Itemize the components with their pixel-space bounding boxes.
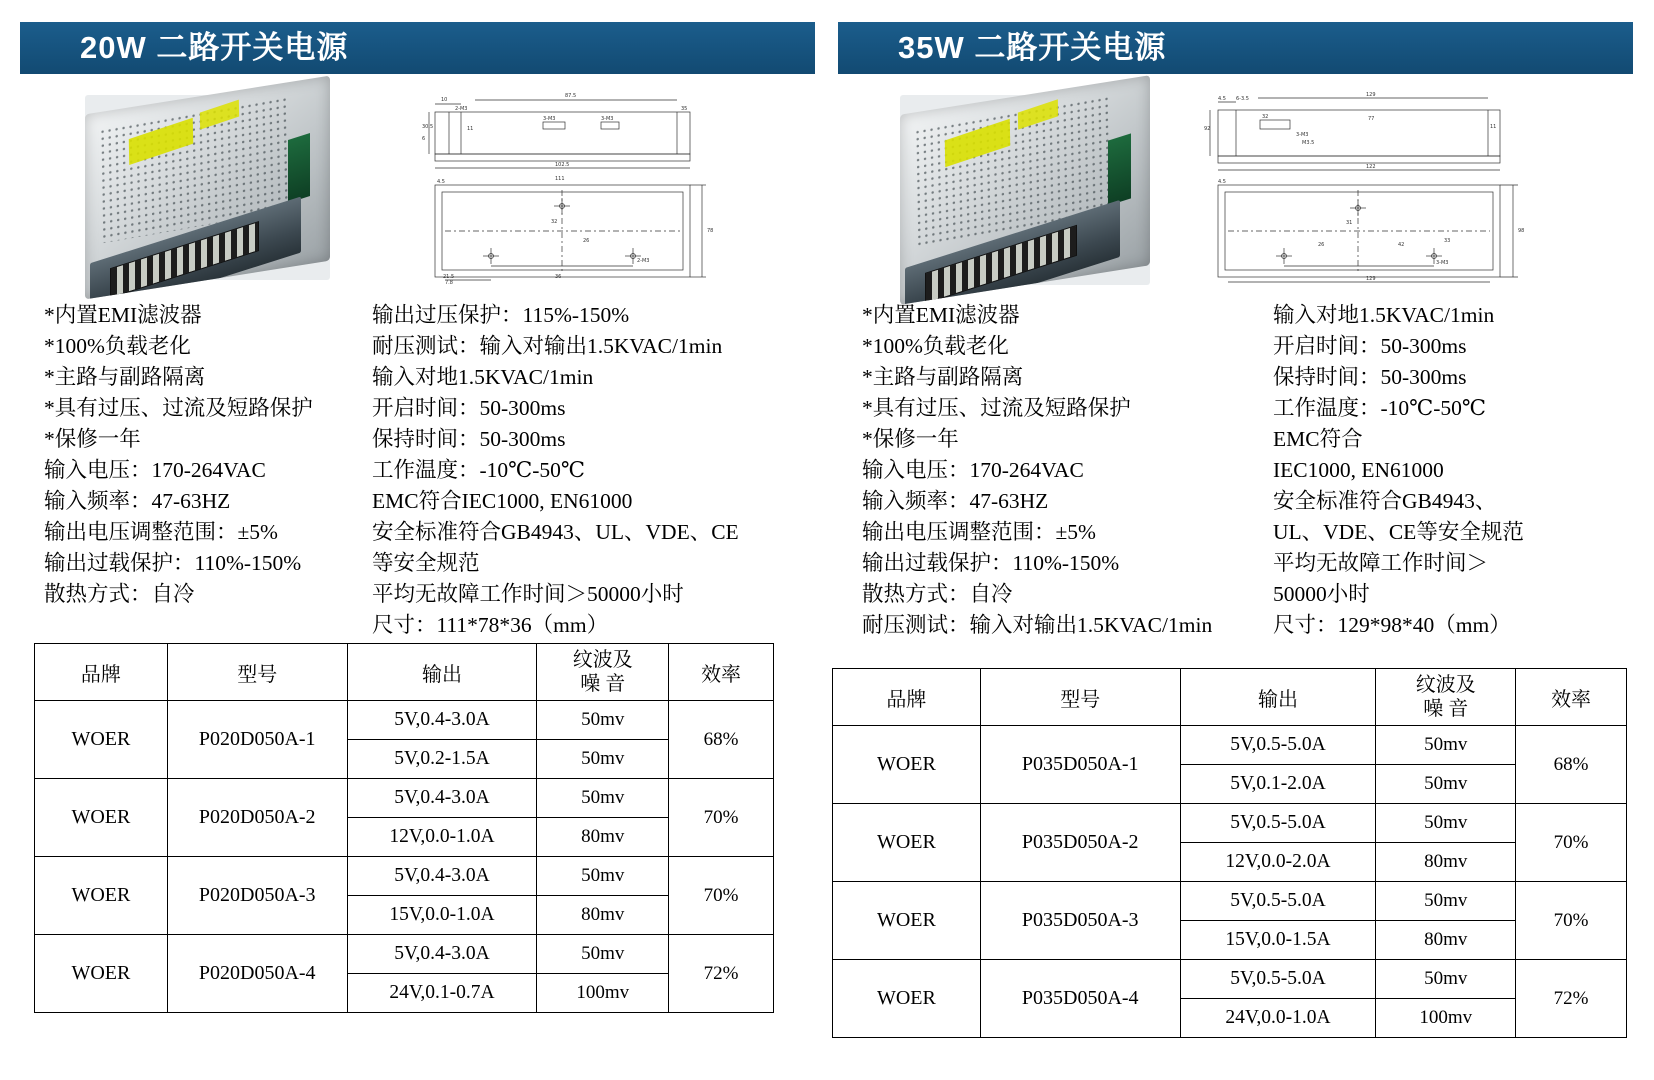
cell-ripple: 50mv <box>537 935 669 974</box>
spec-item: 输入对地1.5KVAC/1min <box>372 365 594 389</box>
table-header-row <box>35 644 774 701</box>
cell-efficiency: 70% <box>1516 882 1627 960</box>
svg-text:87.5: 87.5 <box>565 93 577 99</box>
svg-text:11: 11 <box>467 126 474 132</box>
cell-output: 15V,0.0-1.5A <box>1180 921 1376 960</box>
spec-item: 保持时间：50-300ms <box>1273 365 1467 389</box>
feature-item: 散热方式：自冷 <box>862 582 1013 606</box>
product-panel-20w <box>20 0 820 1080</box>
th-efficiency: 效率 <box>1516 669 1627 726</box>
table-header-row <box>833 669 1627 726</box>
spec-item: 开启时间：50-300ms <box>372 396 566 420</box>
th-brand: 品牌 <box>833 669 981 726</box>
spec-list-35w <box>1273 300 1643 641</box>
cell-output: 5V,0.5-5.0A <box>1180 960 1376 999</box>
cell-ripple: 50mv <box>1376 804 1516 843</box>
svg-text:122: 122 <box>1366 164 1376 170</box>
table-row <box>35 701 774 740</box>
svg-text:129: 129 <box>1366 92 1376 98</box>
th-ripple-line1: 纹波及 <box>572 649 633 671</box>
table-row <box>833 882 1627 921</box>
svg-text:30.5: 30.5 <box>422 124 434 130</box>
svg-text:78: 78 <box>707 228 714 234</box>
svg-text:36: 36 <box>555 274 562 280</box>
svg-text:7.8: 7.8 <box>445 280 453 285</box>
svg-text:2-M3: 2-M3 <box>455 106 468 112</box>
panel-title-bar-35w <box>838 22 1633 74</box>
th-ripple-noise <box>537 644 669 701</box>
cell-output: 15V,0.0-1.0A <box>347 896 537 935</box>
feature-item: *100%负载老化 <box>44 334 191 358</box>
svg-text:2-M3: 2-M3 <box>637 258 650 264</box>
cell-brand: WOER <box>35 779 168 857</box>
svg-text:77: 77 <box>1368 116 1375 122</box>
feature-item: *主路与副路隔离 <box>862 365 1024 389</box>
cell-output: 12V,0.0-2.0A <box>1180 843 1376 882</box>
cell-ripple: 100mv <box>1376 999 1516 1038</box>
svg-text:11: 11 <box>1490 124 1497 130</box>
feature-list-20w <box>44 300 374 610</box>
spec-item: IEC1000, EN61000 <box>1273 458 1444 482</box>
spec-item: 开启时间：50-300ms <box>1273 334 1467 358</box>
cell-efficiency: 70% <box>1516 804 1627 882</box>
cell-ripple: 50mv <box>537 740 669 779</box>
cell-model: P020D050A-3 <box>167 857 347 935</box>
table-row <box>833 960 1627 999</box>
th-brand: 品牌 <box>35 644 168 701</box>
svg-text:26: 26 <box>1318 242 1325 248</box>
feature-item: 输出电压调整范围：±5% <box>862 520 1096 544</box>
cell-ripple: 80mv <box>537 818 669 857</box>
spec-table-20w <box>34 643 774 1013</box>
cell-efficiency: 72% <box>1516 960 1627 1038</box>
th-ripple-line1: 纹波及 <box>1415 674 1476 696</box>
svg-text:4.5: 4.5 <box>1218 96 1226 102</box>
cell-output: 5V,0.4-3.0A <box>347 857 537 896</box>
cell-ripple: 50mv <box>537 701 669 740</box>
cell-model: P020D050A-2 <box>167 779 347 857</box>
cell-model: P035D050A-4 <box>980 960 1180 1038</box>
th-ripple-line2: 噪 音 <box>580 673 626 695</box>
cell-model: P035D050A-2 <box>980 804 1180 882</box>
cell-model: P035D050A-3 <box>980 882 1180 960</box>
cell-ripple: 50mv <box>1376 765 1516 804</box>
svg-text:4.5: 4.5 <box>1218 179 1226 185</box>
cell-efficiency: 68% <box>669 701 774 779</box>
cell-ripple: 100mv <box>537 974 669 1013</box>
cell-output: 5V,0.5-5.0A <box>1180 804 1376 843</box>
feature-item: *内置EMI滤波器 <box>44 303 202 327</box>
th-ripple-noise <box>1376 669 1516 726</box>
cell-brand: WOER <box>833 726 981 804</box>
panel-title-20w: 20W 二路开关电源 <box>80 30 349 65</box>
feature-item: *内置EMI滤波器 <box>862 303 1020 327</box>
spec-item: 等安全规范 <box>372 551 480 575</box>
spec-list-20w <box>372 300 802 641</box>
spec-item: 安全标准符合GB4943、 <box>1273 489 1497 513</box>
cell-output: 5V,0.4-3.0A <box>347 779 537 818</box>
cell-output: 5V,0.2-1.5A <box>347 740 537 779</box>
cell-ripple: 50mv <box>537 857 669 896</box>
svg-text:102.5: 102.5 <box>555 162 570 168</box>
cell-ripple: 50mv <box>1376 882 1516 921</box>
cell-ripple: 50mv <box>537 779 669 818</box>
table-row <box>35 857 774 896</box>
feature-item: 输入频率：47-63HZ <box>44 489 231 513</box>
feature-list-35w <box>862 300 1282 641</box>
table-row <box>35 935 774 974</box>
svg-text:42: 42 <box>1398 242 1405 248</box>
spec-item: 输入对地1.5KVAC/1min <box>1273 303 1495 327</box>
cell-ripple: 80mv <box>537 896 669 935</box>
svg-text:92: 92 <box>1204 126 1211 132</box>
table-row <box>35 779 774 818</box>
cell-output: 5V,0.4-3.0A <box>347 935 537 974</box>
feature-item: *保修一年 <box>862 427 959 451</box>
th-model: 型号 <box>167 644 347 701</box>
spec-item: UL、VDE、CE等安全规范 <box>1273 520 1524 544</box>
svg-text:31: 31 <box>1346 220 1353 226</box>
svg-text:10: 10 <box>441 97 448 103</box>
feature-item: *具有过压、过流及短路保护 <box>862 396 1131 420</box>
cell-output: 5V,0.4-3.0A <box>347 701 537 740</box>
spec-item: EMC符合 <box>1273 427 1363 451</box>
cell-output: 5V,0.5-5.0A <box>1180 882 1376 921</box>
feature-item: *100%负载老化 <box>862 334 1009 358</box>
table-row <box>833 726 1627 765</box>
cell-brand: WOER <box>35 857 168 935</box>
product-photo-20w <box>85 95 330 280</box>
svg-text:3-M3: 3-M3 <box>1296 132 1309 138</box>
svg-text:111: 111 <box>555 176 565 182</box>
feature-item: 输入频率：47-63HZ <box>862 489 1049 513</box>
svg-text:3-M3: 3-M3 <box>1436 260 1449 266</box>
cell-efficiency: 70% <box>669 779 774 857</box>
spec-item: EMC符合IEC1000, EN61000 <box>372 489 633 513</box>
svg-text:98: 98 <box>1518 228 1525 234</box>
cell-ripple: 50mv <box>1376 960 1516 999</box>
feature-item: 输出过载保护：110%-150% <box>862 551 1120 575</box>
th-output: 输出 <box>347 644 537 701</box>
cell-ripple: 80mv <box>1376 843 1516 882</box>
spec-item: 工作温度：-10℃-50℃ <box>1273 396 1486 420</box>
spec-item: 平均无故障工作时间＞ <box>1273 551 1489 575</box>
svg-text:33: 33 <box>1444 238 1451 244</box>
spec-item: 尺寸：129*98*40（mm） <box>1273 613 1511 637</box>
feature-item: 输出电压调整范围：±5% <box>44 520 278 544</box>
spec-item: 耐压测试：输入对输出1.5KVAC/1min <box>372 334 723 358</box>
feature-item: 散热方式：自冷 <box>44 582 195 606</box>
cell-brand: WOER <box>833 960 981 1038</box>
svg-text:32: 32 <box>551 219 558 225</box>
svg-text:32: 32 <box>1262 114 1269 120</box>
cell-efficiency: 72% <box>669 935 774 1013</box>
svg-text:6: 6 <box>422 136 426 142</box>
cell-output: 12V,0.0-1.0A <box>347 818 537 857</box>
svg-text:6-3.5: 6-3.5 <box>1236 96 1249 102</box>
table-row <box>833 804 1627 843</box>
svg-text:4.5: 4.5 <box>437 179 445 185</box>
cell-efficiency: 70% <box>669 857 774 935</box>
cell-brand: WOER <box>35 701 168 779</box>
feature-item: 输入电压：170-264VAC <box>44 458 266 482</box>
panel-title-bar-20w <box>20 22 815 74</box>
cell-model: P020D050A-1 <box>167 701 347 779</box>
cell-efficiency: 68% <box>1516 726 1627 804</box>
cell-output: 24V,0.1-0.7A <box>347 974 537 1013</box>
spec-item: 保持时间：50-300ms <box>372 427 566 451</box>
spec-item: 工作温度：-10℃-50℃ <box>372 458 585 482</box>
spec-item: 平均无故障工作时间＞50000小时 <box>372 582 684 606</box>
feature-item: *保修一年 <box>44 427 141 451</box>
cell-output: 5V,0.5-5.0A <box>1180 726 1376 765</box>
svg-text:M3.5: M3.5 <box>1302 140 1315 146</box>
cell-brand: WOER <box>833 882 981 960</box>
cell-brand: WOER <box>35 935 168 1013</box>
spec-table-35w <box>832 668 1627 1038</box>
technical-drawing-20w <box>415 90 715 285</box>
svg-text:3-M3: 3-M3 <box>543 116 556 122</box>
cell-ripple: 50mv <box>1376 726 1516 765</box>
spec-item: 50000小时 <box>1273 582 1370 606</box>
spec-item: 输出过压保护：115%-150% <box>372 303 630 327</box>
product-photo-35w <box>900 95 1150 285</box>
feature-item: 输出过载保护：110%-150% <box>44 551 302 575</box>
svg-text:3-M3: 3-M3 <box>601 116 614 122</box>
feature-item: 耐压测试：输入对输出1.5KVAC/1min <box>862 613 1213 637</box>
feature-item: 输入电压：170-264VAC <box>862 458 1084 482</box>
feature-item: *具有过压、过流及短路保护 <box>44 396 313 420</box>
th-ripple-line2: 噪 音 <box>1423 698 1469 720</box>
cell-model: P035D050A-1 <box>980 726 1180 804</box>
cell-brand: WOER <box>833 804 981 882</box>
th-model: 型号 <box>980 669 1180 726</box>
panel-title-35w: 35W 二路开关电源 <box>898 30 1167 65</box>
feature-item: *主路与副路隔离 <box>44 365 206 389</box>
technical-drawing-35w <box>1198 90 1538 290</box>
product-panel-35w <box>838 0 1638 1080</box>
svg-text:129: 129 <box>1366 276 1376 282</box>
cell-output: 24V,0.0-1.0A <box>1180 999 1376 1038</box>
spec-item: 安全标准符合GB4943、UL、VDE、CE <box>372 520 739 544</box>
spec-item: 尺寸：111*78*36（mm） <box>372 613 609 637</box>
th-output: 输出 <box>1180 669 1376 726</box>
svg-text:21.5: 21.5 <box>443 274 455 280</box>
th-efficiency: 效率 <box>669 644 774 701</box>
cell-output: 5V,0.1-2.0A <box>1180 765 1376 804</box>
svg-text:26: 26 <box>583 238 590 244</box>
cell-ripple: 80mv <box>1376 921 1516 960</box>
cell-model: P020D050A-4 <box>167 935 347 1013</box>
svg-text:35: 35 <box>681 106 688 112</box>
